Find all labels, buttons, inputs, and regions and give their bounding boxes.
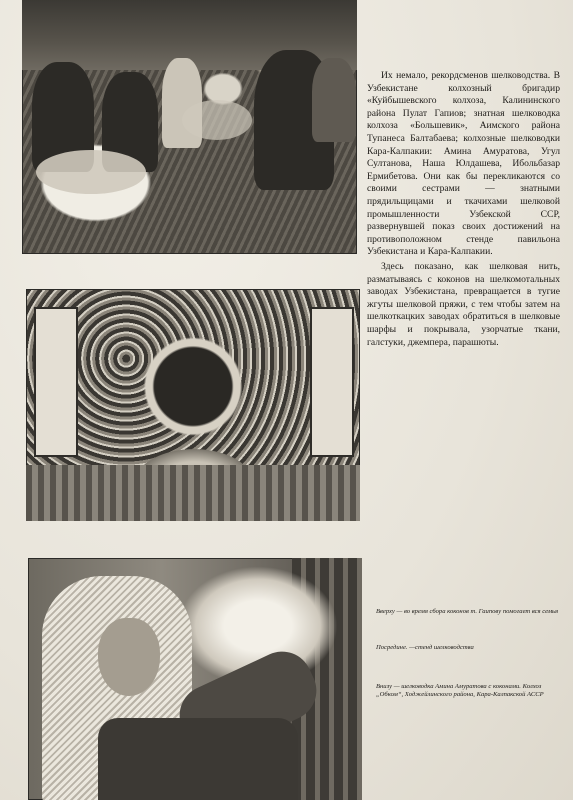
silk-stand-photo — [26, 289, 360, 521]
caption-bottom: Внизу — шелководка Амина Амуратова с коконами. Колхоз „Обком“, Ходжейлинского района, Кара-Калпакской АССР — [376, 683, 544, 699]
silkworm-harvest-photo — [22, 0, 357, 254]
caption-top: Вверху — во время сбора коконов т. Гаипову помогает вся семья — [376, 608, 559, 615]
cocoon-woman-photo — [28, 558, 362, 800]
body-paragraph-1: Их немало, рекордсменов шелководства. В Узбекистане колхозный бригадир «Куйбышевского колхоза, Калининского района Пулат Гапиов; знатная шелководка колхоза «Большевик», Аимского района Тупанеса Балтабаева; колхозные шелководки Кара-Калпакии: Амина Амуратова, Угул Султанова, Наша Юлдашева, Ибольбазар Ермибетова. Они как бы перекликаются со своими сестрами — знатными прядильщицами и ткачихами шелковой промышленности Узбекской ССР, развернувшей показ своих достижений на противоположном стенде павильона Узбекистана и Кара-Калпакии. — [367, 70, 560, 258]
caption-middle: Посредине. —стенд шелководства — [376, 644, 474, 651]
body-paragraph-2: Здесь показано, как шелковая нить, разматываясь с коконов на шелкомотальных заводах Узбекистана, превращается в тугие жгуты шелковой пряжи, с тем чтобы затем на шелкоткацких заводах обратиться в шелковые шарфы и покрывала, узорчатые ткани, галстуки, джемпера, парашюты. — [367, 261, 560, 348]
